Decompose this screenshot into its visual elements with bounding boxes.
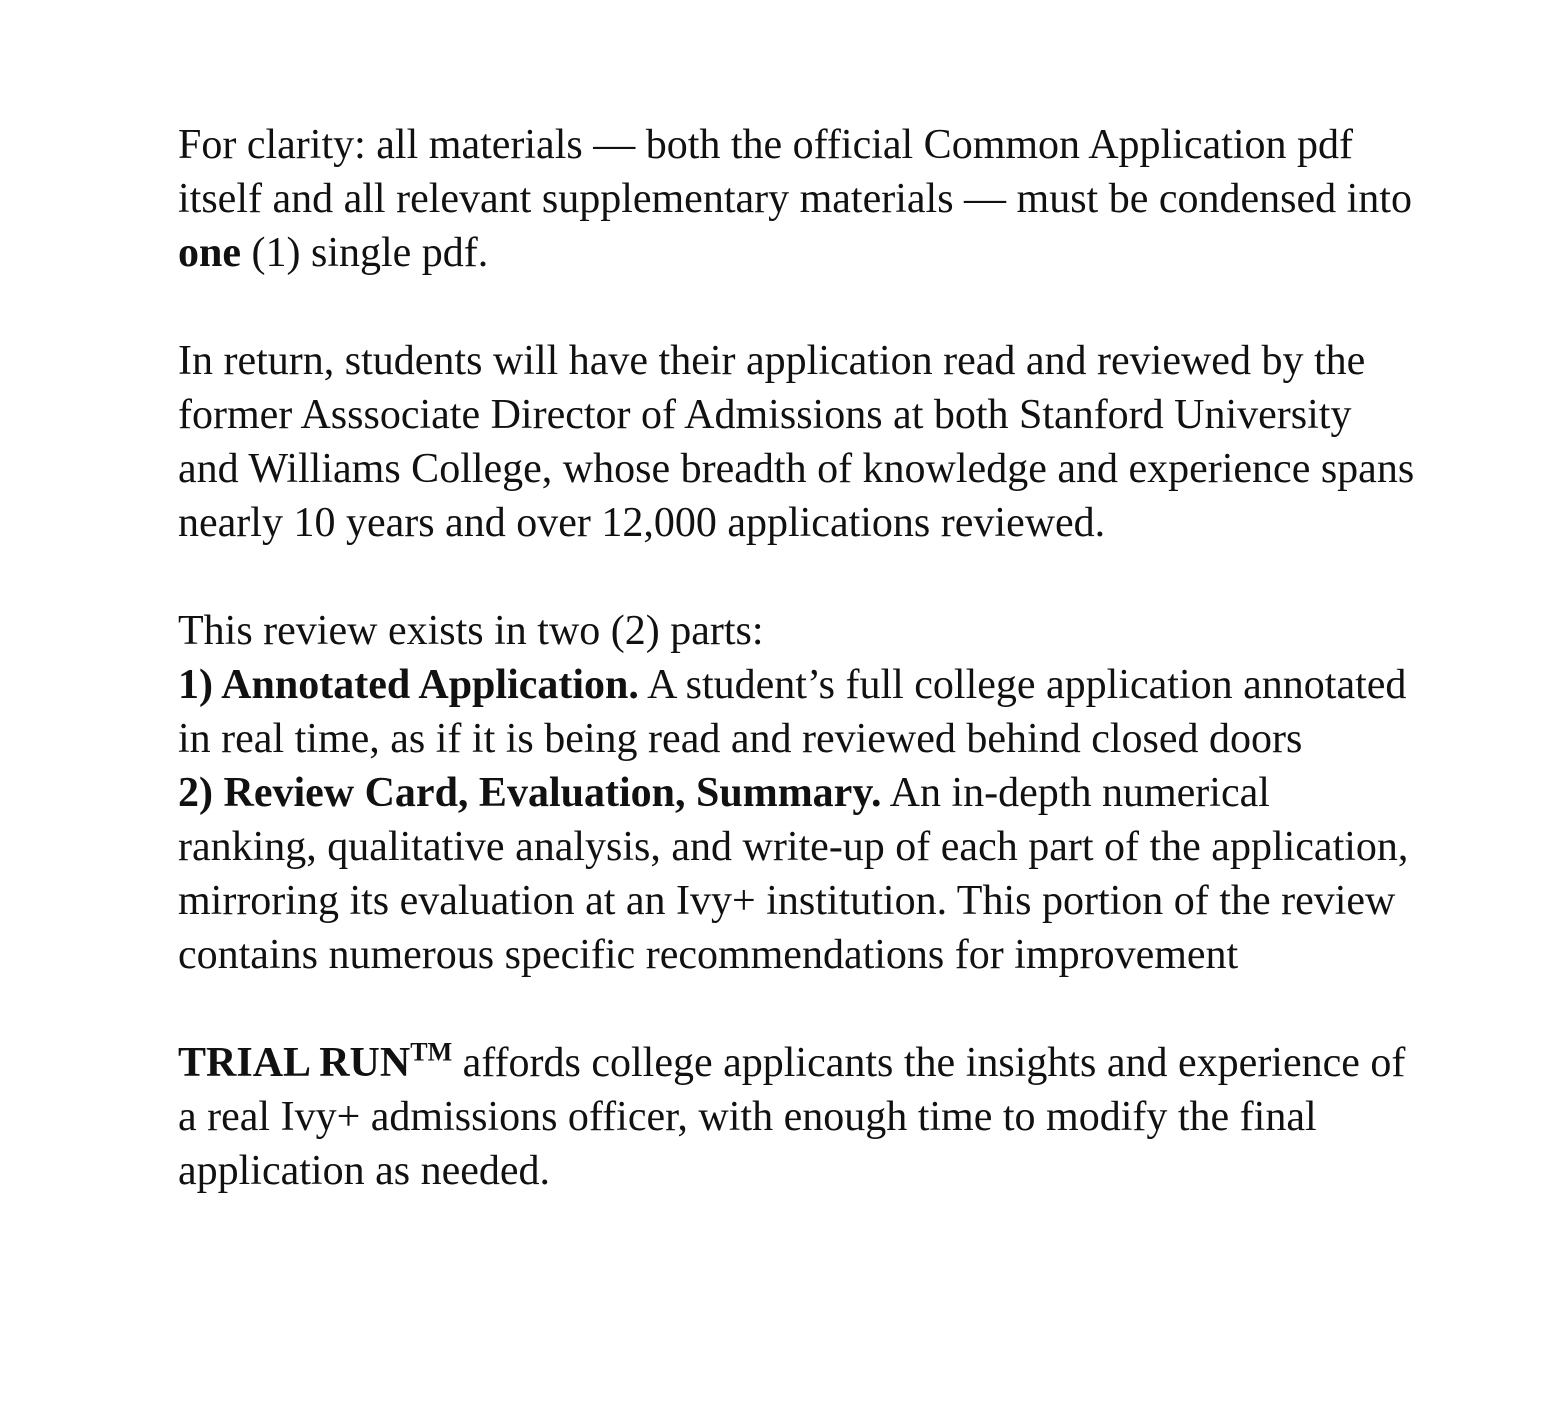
materials-paragraph: [178, 118, 1418, 280]
brand-name: TRIAL RUN: [178, 1040, 411, 1086]
review-part-heading: 2) Review Card, Evaluation, Summary.: [178, 770, 882, 816]
materials-lead: For clarity: all materials — both the official Common Application pdf itself and all relevant supplementary materials — must be condensed into: [178, 122, 1412, 222]
paragraph-spacer: [178, 982, 1418, 1036]
closing-paragraph: [178, 1036, 1418, 1198]
review-part-heading: 1) Annotated Application.: [178, 662, 639, 708]
review-part-body: A student’s full college application annotated in real time, as if it is being read and reviewed behind closed doors: [178, 662, 1407, 762]
review-parts-intro: This review exists in two (2) parts:: [178, 608, 764, 654]
one-emphasis: one: [178, 230, 241, 276]
closing-text: affords college applicants the insights and experience of a real Ivy+ admissions officer, with enough time to modify the final application as needed.: [178, 1040, 1406, 1194]
reviewer-paragraph: In return, students will have their application read and reviewed by the former Asssociate Director of Admissions at both Stanford University and Williams College, whose breadth of knowledge and experience spans nearly 10 years and over 12,000 applications reviewed.: [178, 338, 1415, 546]
review-part-item: [178, 766, 1418, 982]
trademark-mark: TM: [410, 1037, 453, 1067]
document-body: [178, 118, 1418, 1198]
review-part-item: [178, 658, 1418, 766]
paragraph-spacer: [178, 550, 1418, 604]
paragraph-spacer: [178, 280, 1418, 334]
materials-tail: (1) single pdf.: [241, 230, 489, 276]
review-part-body: An in-depth numerical ranking, qualitative analysis, and write-up of each part of the application, mirroring its evaluation at an Ivy+ institution. This portion of the review contains numerous specific recommendations for improvement: [178, 770, 1409, 978]
